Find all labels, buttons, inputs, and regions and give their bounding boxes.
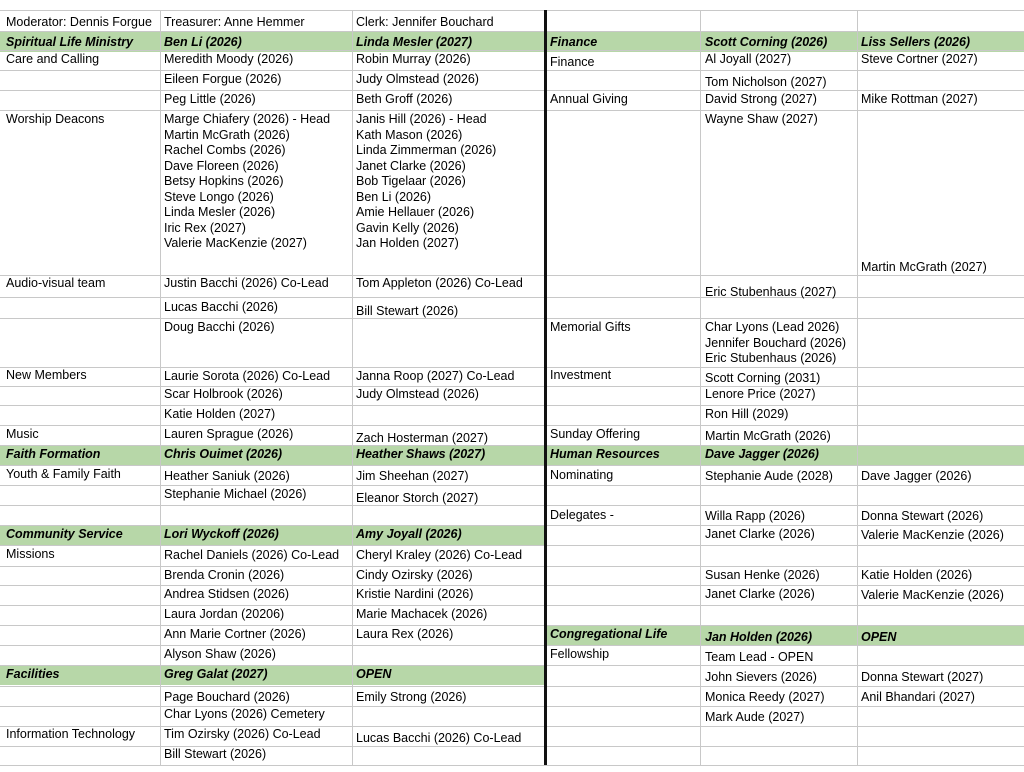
member: Zach Hosterman (2027) [356, 431, 489, 445]
committee: Audio-visual team [6, 276, 106, 290]
member: Char Lyons (2026) Cemetery [164, 707, 325, 721]
member: Lucas Bacchi (2026) Co-Lead [356, 731, 522, 745]
member: Janna Roop (2027) Co-Lead [356, 369, 515, 383]
member: Laura Rex (2026) [356, 627, 454, 641]
committee: Nominating [550, 468, 614, 482]
member-line: Kath Mason (2026) [356, 127, 463, 142]
member: Marie Machacek (2026) [356, 607, 488, 621]
member-line: Iric Rex (2027) [164, 220, 246, 235]
member-list [356, 112, 496, 252]
member-line: Bob Tigelaar (2026) [356, 174, 466, 188]
section-human-resources: Human Resources [550, 447, 660, 461]
member-line: Char Lyons (Lead 2026) [705, 320, 840, 334]
member: Anil Bhandari (2027) [861, 690, 975, 704]
member: Beth Groff (2026) [356, 92, 453, 106]
member: Robin Murray (2026) [356, 52, 471, 66]
committee: Sunday Offering [550, 427, 641, 441]
committee: Memorial Gifts [550, 320, 631, 334]
member: Stephanie Michael (2026) [164, 487, 307, 501]
member: Cheryl Kraley (2026) Co-Lead [356, 548, 523, 562]
member-line: Valerie MacKenzie (2027) [164, 236, 307, 250]
member-line: Rachel Combs (2026) [164, 143, 286, 157]
section-header-band [0, 665, 544, 685]
member-line: Steve Longo (2026) [164, 189, 274, 204]
member: Peg Little (2026) [164, 92, 256, 106]
member: Laura Jordan (20206) [164, 607, 285, 621]
member: Rachel Daniels (2026) Co-Lead [164, 548, 340, 562]
member: Katie Holden (2026) [861, 568, 973, 582]
member: Valerie MacKenzie (2026) [861, 528, 1004, 542]
member-line: Martin McGrath (2026) [164, 127, 290, 142]
member: Justin Bacchi (2026) Co-Lead [164, 276, 329, 290]
lead: Liss Sellers (2026) [861, 35, 971, 49]
lead: Chris Ouimet (2026) [164, 447, 283, 461]
section-faith-formation: Faith Formation [6, 447, 101, 461]
member-line: Eric Stubenhaus (2026) [705, 351, 837, 365]
committee: Information Technology [6, 727, 136, 741]
member-line: Jan Holden (2027) [356, 236, 459, 250]
member: Valerie MacKenzie (2026) [861, 588, 1004, 602]
member: Donna Stewart (2026) [861, 509, 984, 523]
clerk: Clerk: Jennifer Bouchard [356, 15, 494, 29]
member: Scott Corning (2031) [705, 371, 821, 385]
member: Bill Stewart (2026) [356, 304, 459, 318]
committee: Youth & Family Faith [6, 467, 121, 481]
member: Meredith Moody (2026) [164, 52, 294, 66]
member: Katie Holden (2027) [164, 407, 276, 421]
member: Ron Hill (2029) [705, 407, 789, 421]
member: Jim Sheehan (2027) [356, 469, 469, 483]
committee: Investment [550, 368, 612, 382]
member-line: Janet Clarke (2026) [356, 158, 466, 173]
member: Tom Appleton (2026) Co-Lead [356, 276, 523, 290]
member: Tom Nicholson (2027) [705, 75, 827, 89]
member-line: Dave Floreen (2026) [164, 158, 279, 173]
member: Heather Saniuk (2026) [164, 469, 290, 483]
committee: Finance [550, 55, 595, 69]
member: Kristie Nardini (2026) [356, 587, 474, 601]
member: Wayne Shaw (2027) [705, 112, 818, 126]
member: Tim Ozirsky (2026) Co-Lead [164, 727, 321, 741]
member: Eileen Forgue (2026) [164, 72, 282, 86]
member: Mark Aude (2027) [705, 710, 805, 724]
member: Steve Cortner (2027) [861, 52, 978, 66]
section-facilities: Facilities [6, 667, 60, 681]
section-community-service: Community Service [6, 527, 123, 541]
member: Eleanor Storch (2027) [356, 491, 479, 505]
member: Doug Bacchi (2026) [164, 320, 275, 334]
member: Ann Marie Cortner (2026) [164, 627, 306, 641]
lead: Jan Holden (2026) [705, 630, 812, 644]
lead: Greg Galat (2027) [164, 667, 268, 681]
lead: OPEN [861, 630, 897, 644]
treasurer: Treasurer: Anne Hemmer [164, 15, 305, 29]
member: John Sievers (2026) [705, 670, 817, 684]
member-line: Amie Hellauer (2026) [356, 205, 475, 219]
member-line: Jennifer Bouchard (2026) [705, 335, 847, 350]
member: Bill Stewart (2026) [164, 747, 267, 761]
member-line: Betsy Hopkins (2026) [164, 174, 284, 188]
lead: Ben Li (2026) [164, 35, 242, 49]
member: Cindy Ozirsky (2026) [356, 568, 473, 582]
member: Lauren Sprague (2026) [164, 427, 294, 441]
member: Judy Olmstead (2026) [356, 387, 479, 401]
member-list [705, 320, 846, 367]
member: Stephanie Aude (2028) [705, 469, 833, 483]
member: Team Lead - OPEN [705, 650, 814, 664]
member: Monica Reedy (2027) [705, 690, 825, 704]
committee: Worship Deacons [6, 112, 105, 126]
member: Donna Stewart (2027) [861, 670, 984, 684]
lead: Dave Jagger (2026) [705, 447, 819, 461]
committee: Missions [6, 547, 55, 561]
lead: Linda Mesler (2027) [356, 35, 473, 49]
member: David Strong (2027) [705, 92, 817, 106]
committee: Fellowship [550, 647, 610, 661]
member-line: Ben Li (2026) [356, 189, 432, 204]
section-congregational-life: Congregational Life [550, 627, 668, 641]
lead: Heather Shaws (2027) [356, 447, 486, 461]
member-list [164, 112, 330, 252]
member: Susan Henke (2026) [705, 568, 820, 582]
member-line: Janis Hill (2026) - Head [356, 112, 487, 126]
lead: Lori Wyckoff (2026) [164, 527, 279, 541]
member: Lenore Price (2027) [705, 387, 816, 401]
member: Martin McGrath (2026) [705, 429, 831, 443]
member: Mike Rottman (2027) [861, 92, 978, 106]
member: Page Bouchard (2026) [164, 690, 290, 704]
member: Andrea Stidsen (2026) [164, 587, 290, 601]
member: Scar Holbrook (2026) [164, 387, 283, 401]
lead: Scott Corning (2026) [705, 35, 828, 49]
member: Dave Jagger (2026) [861, 469, 972, 483]
member: Eric Stubenhaus (2027) [705, 285, 837, 299]
committee: Care and Calling [6, 52, 100, 66]
member: Willa Rapp (2026) [705, 509, 806, 523]
member: Alyson Shaw (2026) [164, 647, 276, 661]
lead: Amy Joyall (2026) [356, 527, 462, 541]
member-line: Gavin Kelly (2026) [356, 220, 459, 235]
member: Emily Strong (2026) [356, 690, 467, 704]
member: Laurie Sorota (2026) Co-Lead [164, 369, 331, 383]
committee: Annual Giving [550, 92, 628, 106]
committee: Delegates - [550, 508, 614, 522]
member: Janet Clarke (2026) [705, 587, 815, 601]
committee: Music [6, 427, 39, 441]
member-line: Linda Zimmerman (2026) [356, 143, 497, 157]
member-line: Linda Mesler (2026) [164, 205, 276, 219]
section-finance: Finance [550, 35, 598, 49]
member: Al Joyall (2027) [705, 52, 792, 66]
member: Brenda Cronin (2026) [164, 568, 285, 582]
member-line: Marge Chiafery (2026) - Head [164, 112, 331, 126]
section-spiritual-life: Spiritual Life Ministry [6, 35, 134, 49]
member: Judy Olmstead (2026) [356, 72, 479, 86]
member: Martin McGrath (2027) [861, 260, 987, 274]
committee: New Members [6, 368, 87, 382]
lead: OPEN [356, 667, 392, 681]
moderator: Moderator: Dennis Forgue [6, 15, 152, 29]
member: Janet Clarke (2026) [705, 527, 815, 541]
member: Lucas Bacchi (2026) [164, 300, 278, 314]
